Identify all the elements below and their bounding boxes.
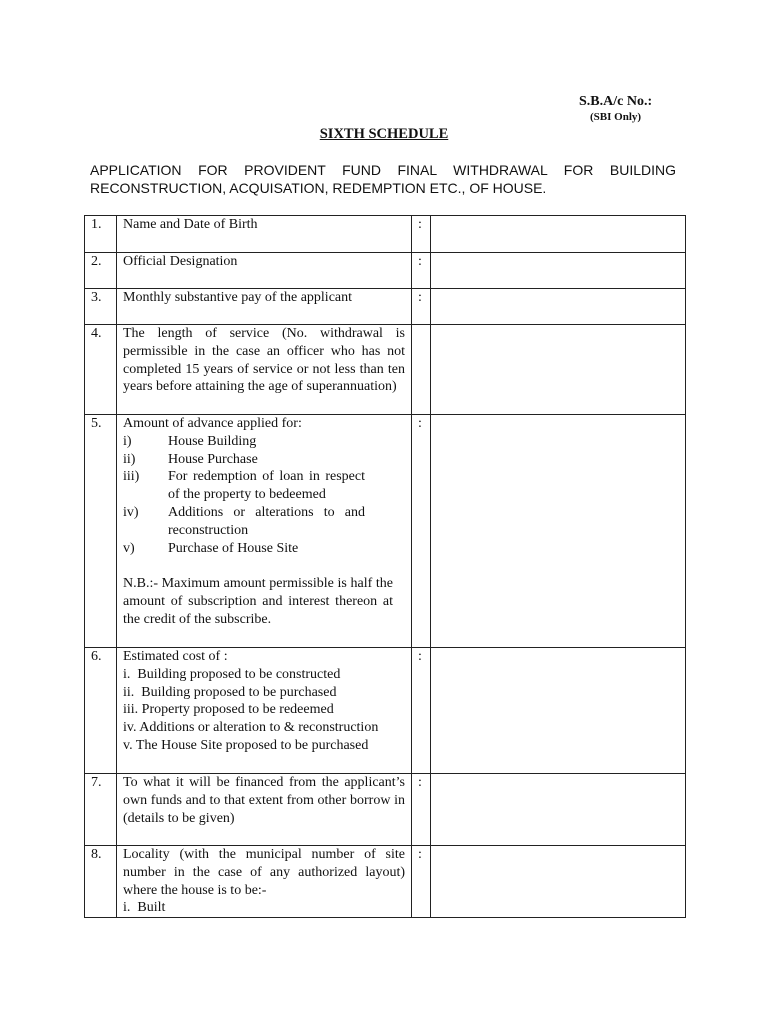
row-number: 4. (85, 325, 117, 415)
list-item (123, 540, 405, 558)
row-label-estimated-cost: Estimated cost of : (123, 649, 228, 664)
list-item: v. The House Site proposed to be purchased (123, 737, 369, 753)
row-number: 5. (85, 415, 117, 648)
row-label-designation: Official Designation (117, 253, 412, 289)
row-separator: : (412, 846, 431, 918)
list-item: i. Building proposed to be constructed (123, 666, 341, 682)
table-row (85, 774, 686, 846)
row-label-advance-amount: Amount of advance applied for: (123, 416, 302, 431)
row-label-name-dob: Name and Date of Birth (117, 216, 412, 253)
list-item-text: Additions or alterations to and reconstruction (168, 504, 365, 538)
table-row (85, 415, 686, 648)
schedule-title: SIXTH SCHEDULE (319, 126, 449, 142)
list-item-marker: v) (123, 540, 135, 556)
list-item-marker: iii) (123, 469, 140, 485)
list-item-text: For redemption of loan in respect of the property to bedeemed (168, 469, 365, 503)
row-label-monthly-pay: Monthly substantive pay of the applicant (117, 289, 412, 325)
row-separator (412, 325, 431, 415)
row-content-locality (117, 846, 412, 918)
row-label-financing: To what it will be financed from the applicant’s own funds and to that extent from other borrow in (details to be given) (117, 774, 412, 846)
row-content-advance-amount (117, 415, 412, 648)
list-item-text: House Building (168, 433, 257, 449)
row-separator: : (412, 648, 431, 774)
answer-field-advance-amount[interactable] (431, 415, 686, 648)
row-separator: : (412, 253, 431, 289)
row-label-length-of-service: The length of service (No. withdrawal is permissible in the case an officer who has not completed 15 years of service or not less than ten years before attaining the age of superannuation) (117, 325, 412, 415)
answer-field-designation[interactable] (431, 253, 686, 289)
application-form-table (84, 215, 686, 918)
row-separator: : (412, 289, 431, 325)
table-row (85, 325, 686, 415)
list-item (123, 504, 405, 540)
list-item: iv. Additions or alteration to & reconstruction (123, 720, 379, 736)
account-number-label: S.B.A/c No.: (579, 94, 653, 109)
answer-field-monthly-pay[interactable] (431, 289, 686, 325)
table-row (85, 216, 686, 253)
list-item: ii. Building proposed to be purchased (123, 684, 337, 700)
account-note: (SBI Only) (590, 111, 642, 123)
table-row (85, 648, 686, 774)
answer-field-financing[interactable] (431, 774, 686, 846)
row-number: 6. (85, 648, 117, 774)
answer-field-estimated-cost[interactable] (431, 648, 686, 774)
row-separator: : (412, 415, 431, 648)
answer-field-length-of-service[interactable] (431, 325, 686, 415)
row-number: 1. (85, 216, 117, 253)
maximum-amount-note: N.B.:- Maximum amount permissible is half the amount of subscription and interest thereon at the credit of the subscribe. (123, 576, 393, 627)
list-item-text: House Purchase (168, 451, 258, 467)
row-content-estimated-cost (117, 648, 412, 774)
row-separator: : (412, 774, 431, 846)
row-separator: : (412, 216, 431, 253)
list-item-marker: ii) (123, 451, 136, 467)
answer-field-name-dob[interactable] (431, 216, 686, 253)
row-label-locality: Locality (with the municipal number of site number in the case of any authorized layout) where the house is to be:- (123, 847, 405, 898)
application-title: APPLICATION FOR PROVIDENT FUND FINAL WITHDRAWAL FOR BUILDING RECONSTRUCTION, ACQUISATION, REDEMPTION ETC., OF HOUSE. (90, 162, 676, 196)
row-number: 8. (85, 846, 117, 918)
row-number: 7. (85, 774, 117, 846)
table-row (85, 253, 686, 289)
list-item: iii. Property proposed to be redeemed (123, 702, 334, 718)
row-number: 2. (85, 253, 117, 289)
list-item (123, 451, 405, 469)
list-item (123, 433, 405, 451)
table-row (85, 289, 686, 325)
list-item-marker: iv) (123, 504, 139, 520)
table-row (85, 846, 686, 918)
row-number: 3. (85, 289, 117, 325)
list-item-text: Purchase of House Site (168, 540, 299, 556)
list-item: i. Built (123, 900, 166, 916)
list-item (123, 468, 405, 504)
answer-field-locality[interactable] (431, 846, 686, 918)
list-item-marker: i) (123, 433, 132, 449)
